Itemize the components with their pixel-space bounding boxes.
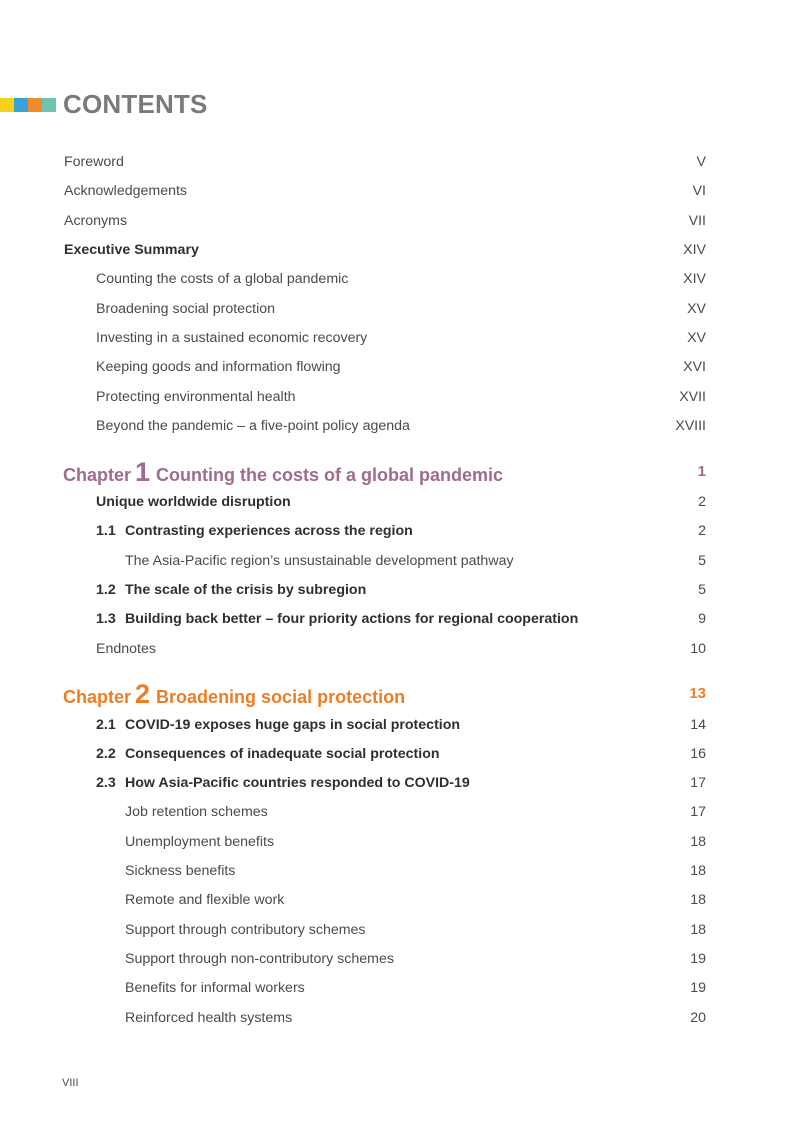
section-number: 2.2 (96, 746, 116, 762)
chapter-page: 1 (697, 463, 706, 480)
toc-entry-page: XIV (683, 242, 706, 258)
toc-entry-page: XV (687, 330, 706, 346)
chapter-page: 13 (689, 685, 706, 702)
toc-entry-page: XVII (679, 389, 706, 405)
toc-entry-page: V (696, 154, 706, 170)
toc-entry-page: 18 (690, 922, 706, 938)
toc-entry-title: The Asia-Pacific region’s unsustainable development pathway (125, 553, 514, 569)
toc-entry-page: 19 (690, 951, 706, 967)
chapter-title: Counting the costs of a global pandemic (156, 465, 504, 485)
toc-entry-title: Keeping goods and information flowing (96, 359, 341, 375)
toc-entry-page: 5 (698, 582, 706, 598)
toc-entry-ch2-unemployment[interactable] (0, 829, 793, 855)
page-title: CONTENTS (63, 89, 208, 119)
toc-entry-ch2-health-systems[interactable] (0, 1005, 793, 1031)
toc-entry-page: 2 (698, 523, 706, 539)
toc-entry-page: VI (692, 183, 706, 199)
toc-entry-ch2-remote-work[interactable] (0, 887, 793, 913)
toc-entry-page: 20 (690, 1010, 706, 1026)
toc-entry-ch2-2-2[interactable] (0, 741, 793, 767)
toc-chapter-1-heading[interactable] (0, 455, 793, 489)
toc-entry-title: How Asia-Pacific countries responded to COVID-19 (125, 775, 470, 791)
toc-entry-title: Reinforced health systems (125, 1010, 293, 1026)
page-folio: VIII (62, 1077, 79, 1089)
toc-entry-page: 18 (690, 863, 706, 879)
toc-entry-page: VII (688, 213, 706, 229)
toc-entry-title: Investing in a sustained economic recovery (96, 330, 368, 346)
toc-entry-page: 14 (690, 717, 706, 733)
toc-entry-title: Benefits for informal workers (125, 980, 305, 996)
toc-entry-acronyms[interactable] (0, 208, 793, 234)
toc-entry-page: 17 (690, 804, 706, 820)
chapter-label: Chapter (63, 465, 132, 485)
toc-entry-title: COVID-19 exposes huge gaps in social protection (125, 717, 461, 733)
toc-entry-page: XVIII (675, 418, 706, 434)
toc-entry-exec-4[interactable] (0, 354, 793, 380)
toc-entry-title: Broadening social protection (96, 301, 276, 317)
section-number: 1.1 (96, 523, 116, 539)
toc-entry-foreword[interactable] (0, 149, 793, 175)
toc-entry-title: Beyond the pandemic – a five-point policy agenda (96, 418, 410, 434)
toc-entry-title: The scale of the crisis by subregion (125, 582, 367, 598)
toc-entry-title: Contrasting experiences across the region (125, 523, 413, 539)
toc-entry-page: 18 (690, 892, 706, 908)
toc-entry-ch1-pathway[interactable] (0, 548, 793, 574)
toc-entry-title: Protecting environmental health (96, 389, 296, 405)
toc-entry-page: 10 (690, 641, 706, 657)
toc-entry-executive-summary[interactable] (0, 237, 793, 263)
toc-entry-title: Job retention schemes (125, 804, 268, 820)
chapter-title: Broadening social protection (156, 687, 406, 707)
toc-entry-ch1-1-3[interactable] (0, 606, 793, 632)
chapter-number: 1 (135, 457, 151, 487)
toc-entry-title: Support through contributory schemes (125, 922, 366, 938)
toc-entry-title: Endnotes (96, 641, 156, 657)
toc-entry-title: Foreword (64, 154, 124, 170)
toc-entry-title: Support through non-contributory schemes (125, 951, 394, 967)
toc-entry-page: 17 (690, 775, 706, 791)
toc-entry-page: 5 (698, 553, 706, 569)
section-number: 2.1 (96, 717, 116, 733)
toc-entry-acknowledgements[interactable] (0, 178, 793, 204)
toc-entry-ch2-non-contributory[interactable] (0, 946, 793, 972)
toc-entry-exec-5[interactable] (0, 384, 793, 410)
chapter-label: Chapter (63, 687, 132, 707)
toc-entry-page: XV (687, 301, 706, 317)
toc-entry-ch2-contributory[interactable] (0, 917, 793, 943)
toc-entry-page: 19 (690, 980, 706, 996)
toc-entry-exec-6[interactable] (0, 413, 793, 439)
toc-entry-page: 9 (698, 611, 706, 627)
toc-entry-page: XVI (683, 359, 706, 375)
toc-entry-title: Sickness benefits (125, 863, 236, 879)
section-number: 2.3 (96, 775, 116, 791)
toc-entry-ch2-sickness[interactable] (0, 858, 793, 884)
toc-chapter-2-heading[interactable] (0, 677, 793, 711)
toc-entry-page: 16 (690, 746, 706, 762)
toc-entry-title: Counting the costs of a global pandemic (96, 271, 349, 287)
toc-entry-title: Remote and flexible work (125, 892, 285, 908)
toc-entry-ch1-endnotes[interactable] (0, 636, 793, 662)
section-number: 1.2 (96, 582, 116, 598)
toc-entry-exec-1[interactable] (0, 266, 793, 292)
toc-entry-title: Consequences of inadequate social protection (125, 746, 440, 762)
toc-entry-ch1-1-2[interactable] (0, 577, 793, 603)
toc-entry-page: 2 (698, 494, 706, 510)
toc-entry-title: Acknowledgements (64, 183, 188, 199)
toc-entry-ch1-unique-disruption[interactable] (0, 489, 793, 515)
section-number: 1.3 (96, 611, 116, 627)
toc-entry-ch2-2-1[interactable] (0, 712, 793, 738)
toc-entry-page: 18 (690, 834, 706, 850)
toc-entry-ch2-2-3[interactable] (0, 770, 793, 796)
toc-entry-title: Unemployment benefits (125, 834, 275, 850)
toc-entry-title: Building back better – four priority actions for regional cooperation (125, 611, 579, 627)
toc-entry-exec-2[interactable] (0, 296, 793, 322)
toc-entry-ch2-informal-workers[interactable] (0, 975, 793, 1001)
chapter-number: 2 (135, 679, 151, 709)
toc-entry-title: Executive Summary (64, 242, 199, 258)
toc-entry-ch2-job-retention[interactable] (0, 799, 793, 825)
toc-entry-page: XIV (683, 271, 706, 287)
toc-entry-title: Unique worldwide disruption (96, 494, 291, 510)
toc-entry-ch1-1-1[interactable] (0, 518, 793, 544)
toc-entry-exec-3[interactable] (0, 325, 793, 351)
toc-entry-title: Acronyms (64, 213, 128, 229)
